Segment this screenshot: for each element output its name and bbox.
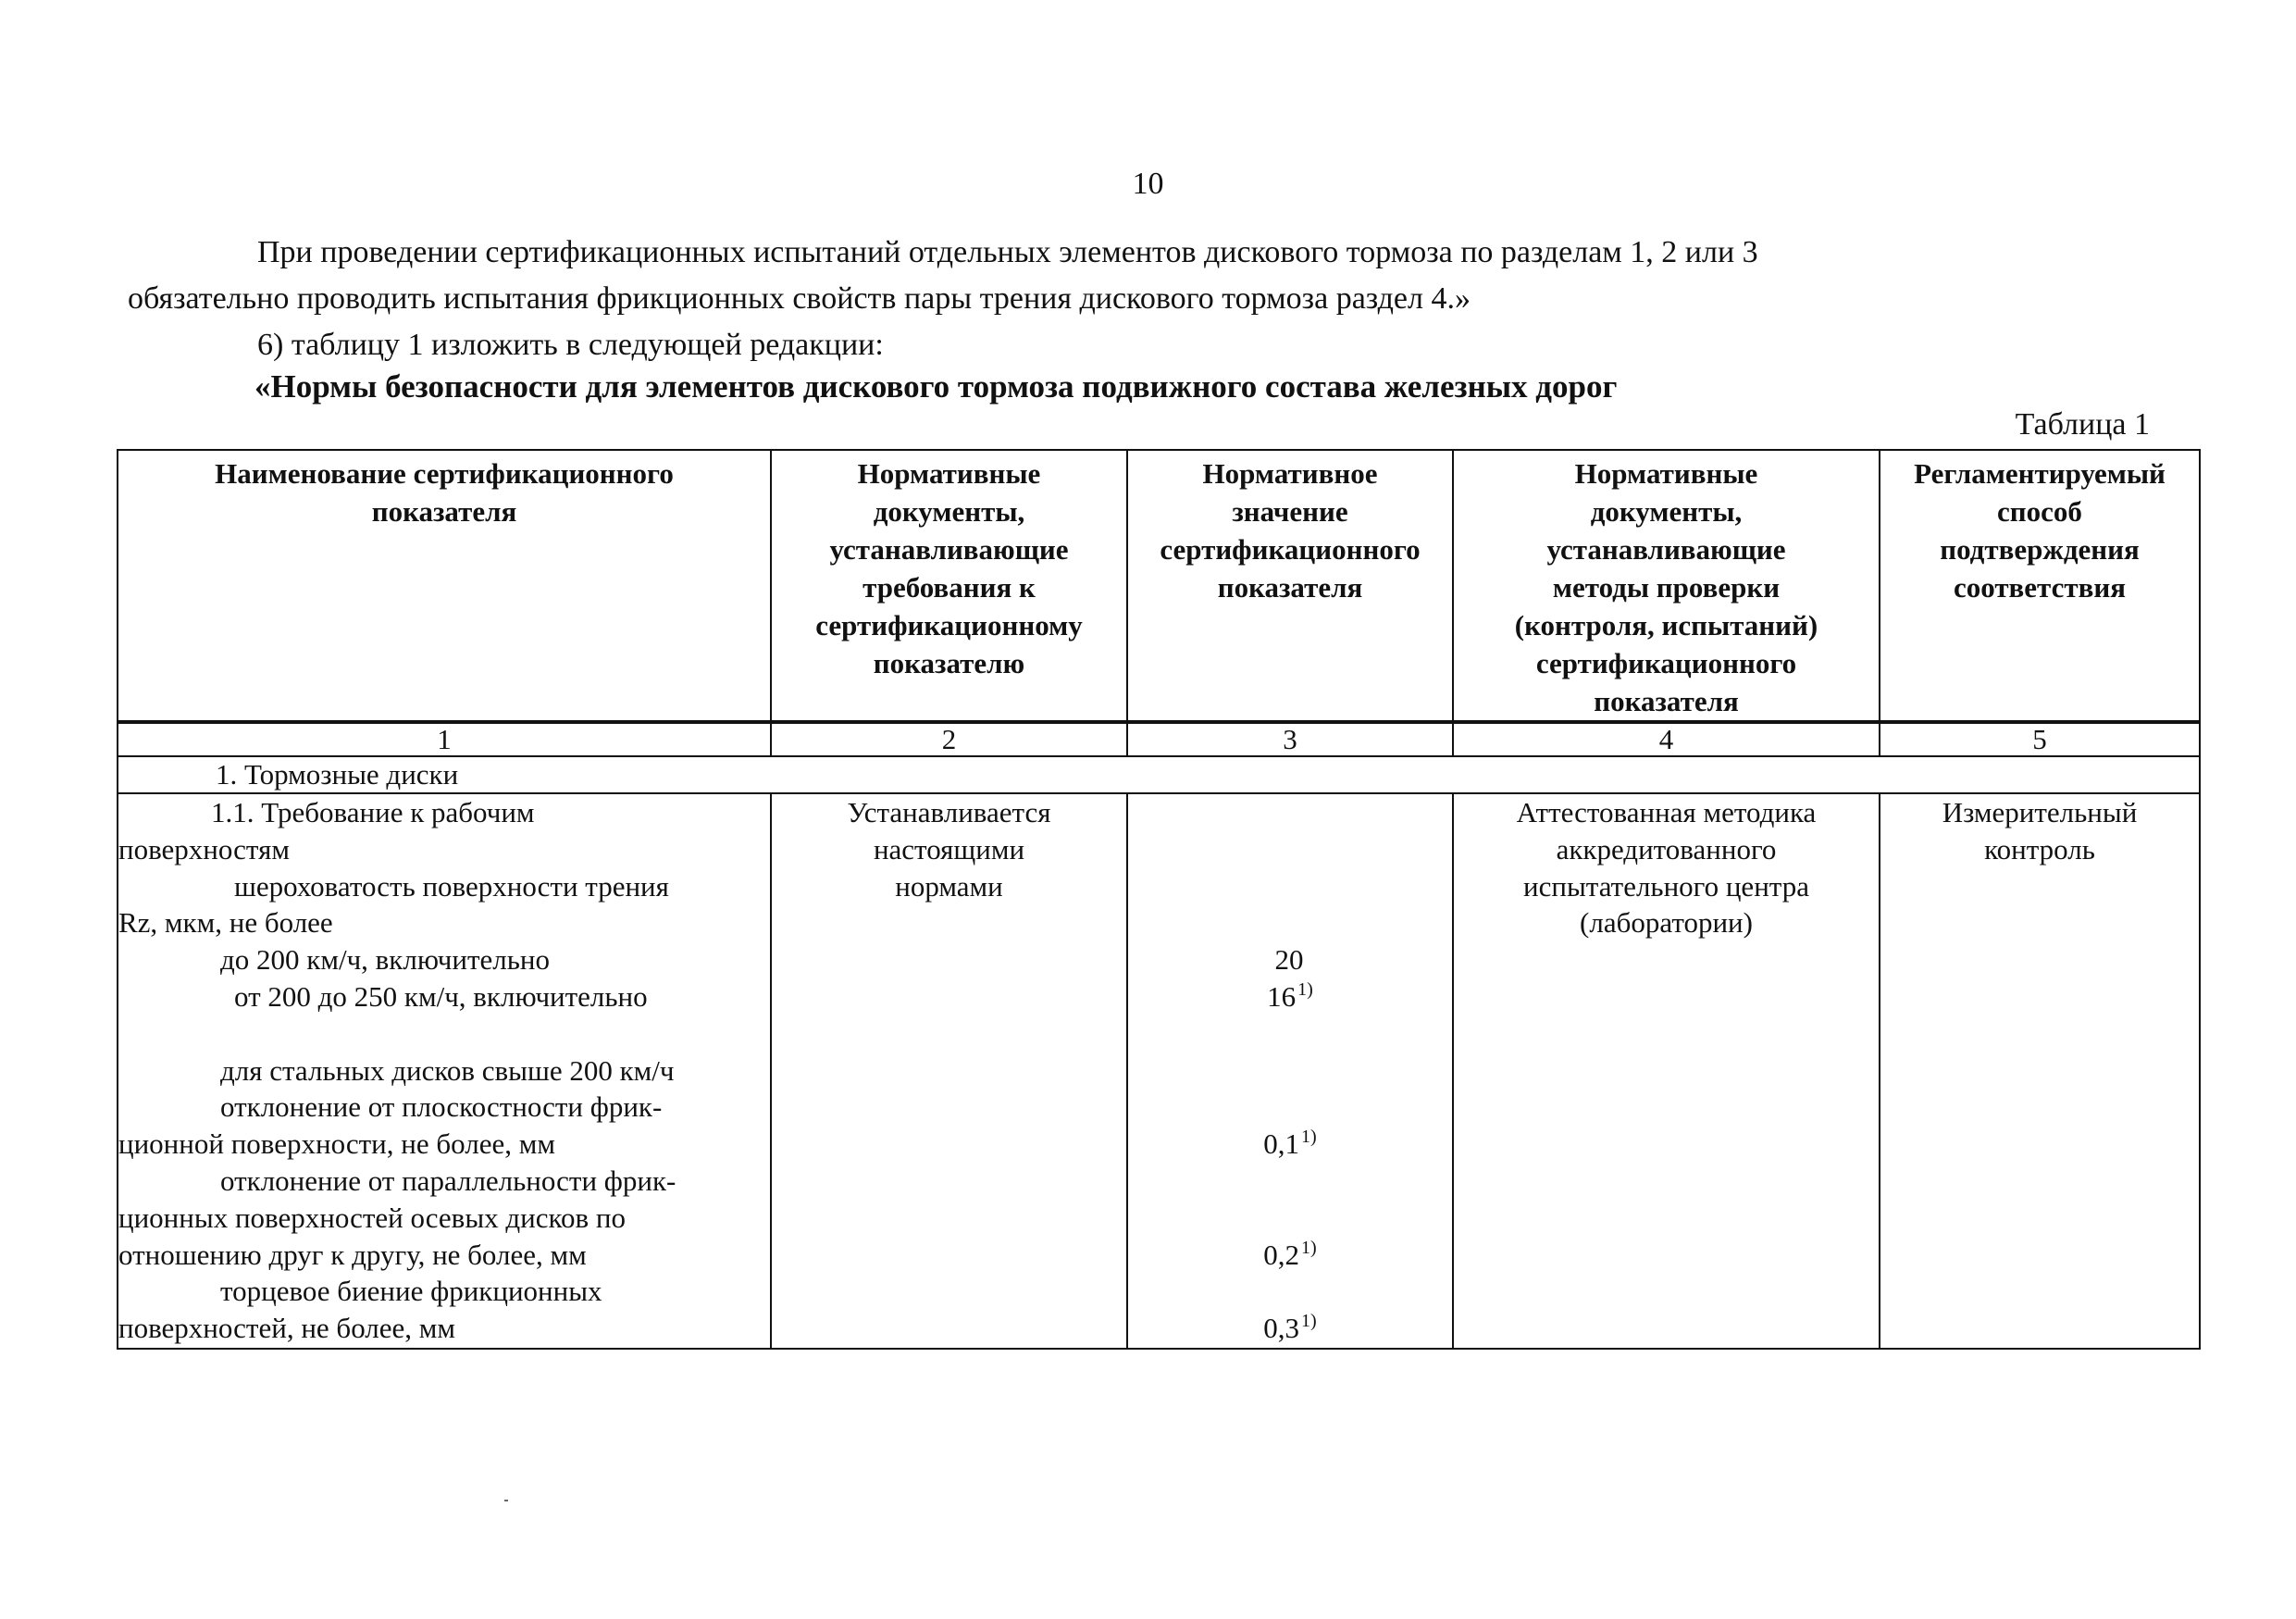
paragraph-text-3: 6) таблицу 1 изложить в следующей редакции: [257, 328, 884, 362]
normative-line: Устанавливается [847, 796, 1051, 828]
column-number-row [118, 723, 2200, 756]
indicator-line: ционных поверхностей осевых дисков по [118, 1201, 626, 1234]
value-flatness: 0,1 $^{1)}$ [1263, 1127, 1317, 1161]
header-confirmation-method: Регламентируемый способ подтверждения соответствия [1880, 450, 2200, 721]
table-header [117, 449, 2201, 722]
method-line: аккредитованного [1556, 832, 1777, 866]
confirmation-line: контроль [1984, 832, 2095, 866]
paragraph-certification-tests [128, 230, 1758, 276]
table-title: «Нормы безопасности для элементов дискового тормоза подвижного состава железных дорог [254, 368, 1618, 405]
indicator-line: до 200 км/ч, включительно [220, 943, 550, 977]
header-test-methods: Нормативные документы, устанавливающие методы проверки (контроля, испытаний) сертификационного показателя [1453, 450, 1880, 721]
page-number: 10 [1132, 167, 1164, 201]
normative-line: настоящими [873, 832, 1025, 866]
paragraph-table-edit [128, 322, 884, 368]
value-roughness-200: 20 [1274, 943, 1304, 977]
indicator-line: поверхностей, не более, мм [118, 1312, 456, 1345]
indicator-cell [118, 793, 771, 1349]
column-number: 1 [118, 723, 771, 756]
paragraph-friction-tests: обязательно проводить испытания фрикционных свойств пары трения дискового тормоза раздел 4.» [128, 281, 1471, 316]
section-row [118, 756, 2200, 793]
normative-line: нормами [895, 869, 1003, 903]
method-line: (лаборатории) [1580, 906, 1753, 940]
indicator-line: от 200 до 250 км/ч, включительно [234, 979, 648, 1013]
method-line: испытательного центра [1523, 869, 1809, 903]
paragraph-text-1: При проведении сертификационных испытаний отдельных элементов дискового тормоза по разделам 1, 2 или 3 [257, 235, 1758, 269]
indicator-line: отклонение от плоскостности фрик- [220, 1090, 663, 1124]
table-body [117, 722, 2201, 1350]
indicator-line: для стальных дисков свыше 200 км/ч [220, 1053, 675, 1087]
confirmation-method-cell [1880, 793, 2200, 1349]
header-indicator-name: Наименование сертификационного показателя [118, 450, 771, 721]
indicator-line: ционной поверхности, не более, мм [118, 1127, 555, 1161]
value-roughness-250: 16 $^{1)}$ [1267, 978, 1313, 1013]
header-normative-documents: Нормативные документы, устанавливающие требования к сертификационному показателю [771, 450, 1127, 721]
header-normative-value: Нормативное значение сертификационного показателя [1127, 450, 1453, 721]
method-line: Аттестованная методика [1516, 796, 1817, 828]
indicator-line: отношению друг к другу, не более, мм [118, 1238, 587, 1271]
table-label: Таблица 1 [2015, 407, 2150, 442]
normative-value-cell [1127, 793, 1453, 1349]
indicator-line: 1.1. Требование к рабочим [211, 796, 535, 828]
confirmation-line: Измерительный [1942, 796, 2138, 828]
test-methods-cell [1453, 793, 1880, 1349]
column-number: 3 [1127, 723, 1453, 756]
scan-speck [504, 1500, 508, 1501]
indicator-line-empty [118, 1015, 770, 1052]
section-title: 1. Тормозные диски [216, 758, 459, 791]
value-runout: 0,3 $^{1)}$ [1263, 1311, 1317, 1345]
indicator-line: поверхностям [118, 832, 290, 866]
normative-documents-cell [771, 793, 1127, 1349]
table-row [118, 793, 2200, 1349]
section-cell [118, 756, 2200, 793]
column-number: 5 [1880, 723, 2200, 756]
value-parallelism: 0,2 $^{1)}$ [1263, 1237, 1317, 1271]
column-number: 2 [771, 723, 1127, 756]
indicator-line: торцевое биение фрикционных [220, 1275, 602, 1308]
indicator-line: Rz, мкм, не более [118, 906, 333, 940]
indicator-line: шероховатость поверхности трения [234, 869, 669, 903]
column-number: 4 [1453, 723, 1880, 756]
indicator-line: отклонение от параллельности фрик- [220, 1164, 676, 1197]
